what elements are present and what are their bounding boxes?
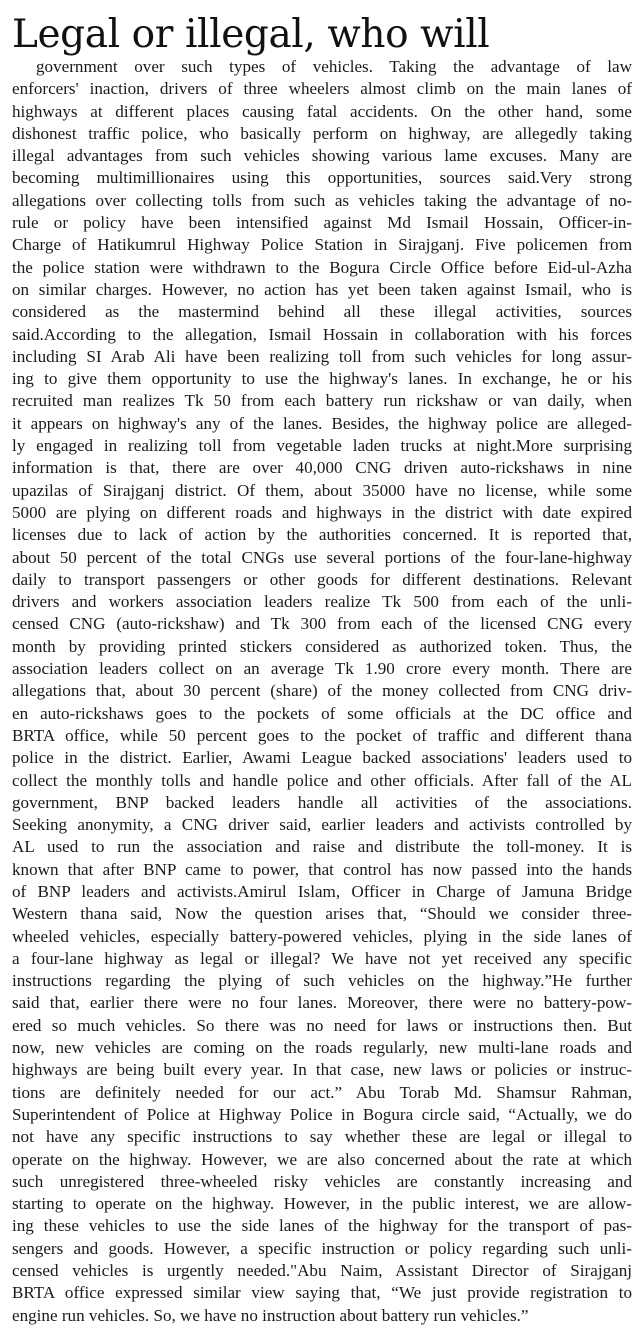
body-line: BRTA office expressed similar view saying that, “We just provide registration to xyxy=(12,1283,632,1303)
body-line: information is that, there are over 40,000 CNG driven auto-rickshaws in nine xyxy=(12,458,632,478)
body-line: government, BNP backed leaders handle all activities of the associations. xyxy=(12,792,632,812)
body-line: wheeled vehicles, especially battery-powered vehicles, plying in the side lanes of xyxy=(12,926,632,946)
headline: Legal or illegal, who will xyxy=(12,12,490,57)
body-line: AL used to run the association and raise and distribute the toll-money. It is xyxy=(12,837,632,857)
body-line: rule or policy have been intensified against Md Ismail Hossain, Officer-in- xyxy=(12,213,632,233)
body-line: of BNP leaders and activists.Amirul Islam, Officer in Charge of Jamuna Bridge xyxy=(12,881,632,901)
body-line: the police station were withdrawn to the Bogura Circle Office before Eid-ul-Azha xyxy=(12,257,632,277)
body-line: ly engaged in realizing toll from vegetable laden trucks at night.More surprising xyxy=(12,436,632,456)
body-line: highways are being built every year. In that case, new laws or policies or instruc- xyxy=(12,1060,632,1080)
body-line: censed CNG (auto-rickshaw) and Tk 300 from each of the licensed CNG every xyxy=(12,614,632,634)
body-line: it appears on highway's any of the lanes. Besides, the highway police are alleged- xyxy=(12,413,632,433)
article xyxy=(12,14,632,1327)
body-line: starting to operate on the highway. However, in the public interest, we are allow- xyxy=(12,1194,632,1214)
body-line: collect the monthly tolls and handle police and other officials. After fall of the AL xyxy=(12,770,632,790)
body-line: instructions regarding the plying of such vehicles on the highway.”He further xyxy=(12,971,632,991)
body-line: becoming multimillionaires using this opportunities, sources said.Very strong xyxy=(12,168,632,188)
body-line: ing to give them opportunity to use the highway's lanes. In exchange, he or his xyxy=(12,369,632,389)
body-line: recruited man realizes Tk 50 from each battery run rickshaw or van daily, when xyxy=(12,391,632,411)
body-line: 5000 are plying on different roads and highways in the district with date expired xyxy=(12,502,632,522)
body-line: daily to transport passengers or other goods for different destinations. Relevant xyxy=(12,569,632,589)
body-line: dishonest traffic police, who basically perform on highway, are allegedly taking xyxy=(12,123,632,143)
body-line: highways at different places causing fatal accidents. On the other hand, some xyxy=(12,101,632,121)
article-body xyxy=(12,56,632,1327)
body-line: month by providing printed stickers considered as authorized token. Thus, the xyxy=(12,636,632,656)
body-line: operate on the highway. However, we are also concerned about the rate at which xyxy=(12,1149,632,1169)
body-line: sengers and goods. However, a specific instruction or policy regarding such unli- xyxy=(12,1238,632,1258)
body-line: association leaders collect on an average Tk 1.90 crore every month. There are xyxy=(12,659,632,679)
body-line: enforcers' inaction, drivers of three wheelers almost climb on the main lanes of xyxy=(12,79,632,99)
body-line: Western thana said, Now the question arises that, “Should we consider three- xyxy=(12,904,632,924)
body-line: illegal advantages from such vehicles showing various lame excuses. Many are xyxy=(12,146,632,166)
body-line: ing these vehicles to use the side lanes of the highway for the transport of pas- xyxy=(12,1216,632,1236)
body-line: ered so much vehicles. So there was no need for laws or instructions then. But xyxy=(12,1015,632,1035)
body-line: en auto-rickshaws goes to the pockets of some officials at the DC office and xyxy=(12,703,632,723)
body-line: known that after BNP came to power, that control has now passed into the hands xyxy=(12,859,632,879)
body-line: about 50 percent of the total CNGs use several portions of the four-lane-highway xyxy=(12,547,632,567)
body-line: such unregistered three-wheeled risky vehicles are constantly increasing and xyxy=(12,1171,632,1191)
body-line: a four-lane highway as legal or illegal? We have not yet received any specific xyxy=(12,948,632,968)
body-line: drivers and workers association leaders realize Tk 500 from each of the unli- xyxy=(12,592,632,612)
body-line: censed vehicles is urgently needed."Abu Naim, Assistant Director of Sirajganj xyxy=(12,1261,632,1281)
body-line: not have any specific instructions to say whether these are legal or illegal to xyxy=(12,1127,632,1147)
body-line: government over such types of vehicles. Taking the advantage of law xyxy=(36,57,632,76)
body-line: including SI Arab Ali have been realizing toll from such vehicles for long assur- xyxy=(12,346,632,366)
body-line: said.According to the allegation, Ismail Hossain in collaboration with his forces xyxy=(12,324,632,344)
body-line: licenses due to lack of action by the authorities concerned. It is reported that, xyxy=(12,525,632,545)
body-line: tions are definitely needed for our act.” Abu Torab Md. Shamsur Rahman, xyxy=(12,1082,632,1102)
body-line: Superintendent of Police at Highway Police in Bogura circle said, “Actually, we do xyxy=(12,1104,632,1124)
body-line: allegations over collecting tolls from such as vehicles taking the advantage of no- xyxy=(12,190,632,210)
body-line: considered as the mastermind behind all these illegal activities, sources xyxy=(12,302,632,322)
body-line: engine run vehicles. So, we have no instruction about battery run vehicles.” xyxy=(12,1305,529,1325)
body-line: Charge of Hatikumrul Highway Police Station in Sirajganj. Five policemen from xyxy=(12,235,632,255)
body-line: now, new vehicles are coming on the roads regularly, new multi-lane roads and xyxy=(12,1038,632,1058)
body-line: police in the district. Earlier, Awami League backed associations' leaders used to xyxy=(12,748,632,768)
body-line: on similar charges. However, no action has yet been taken against Ismail, who is xyxy=(12,279,632,299)
body-line: BRTA office, while 50 percent goes to the pocket of traffic and different thana xyxy=(12,725,632,745)
body-line: Seeking anonymity, a CNG driver said, earlier leaders and activists controlled by xyxy=(12,815,632,835)
body-line: allegations that, about 30 percent (share) of the money collected from CNG driv- xyxy=(12,681,632,701)
body-line: said that, earlier there were no four lanes. Moreover, there were no battery-pow- xyxy=(12,993,632,1013)
body-line: upazilas of Sirajganj district. Of them, about 35000 have no license, while some xyxy=(12,480,632,500)
